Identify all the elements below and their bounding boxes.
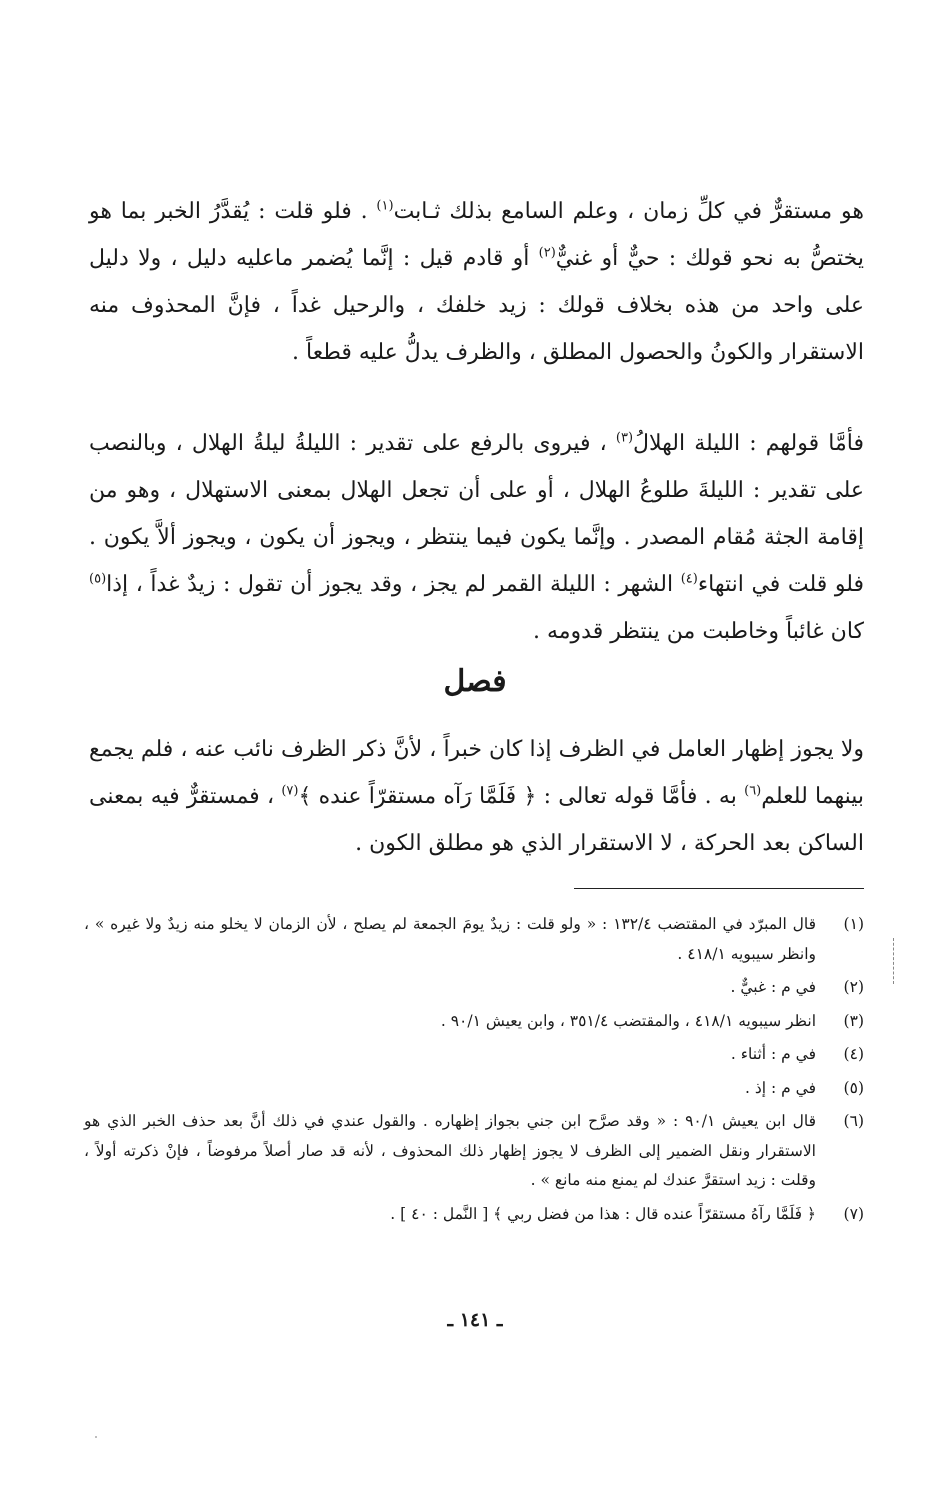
- footnote-ref-7: (٧): [281, 783, 299, 799]
- footnote-number: (٣): [843, 1011, 864, 1030]
- body-paragraph-2: [89, 420, 864, 655]
- footnote-ref-2: (٢): [538, 245, 556, 261]
- margin-mark: [893, 938, 894, 984]
- footnote-number: (٢): [843, 978, 864, 996]
- footnote-ref-1: (١): [376, 198, 394, 214]
- footnote-text: في م : غبيٌّ .: [730, 978, 816, 996]
- footnote-ref-5: (٥): [89, 571, 107, 587]
- footnote-item: [84, 910, 864, 969]
- paragraph-3-text-b: به . فأمَّا قوله تعالى : ﴿ فَلَمَّا رَآه مستقرّاً عنده ﴾: [298, 784, 745, 809]
- body-paragraph-3: [89, 726, 864, 867]
- paragraph-3-text-a: ولا يجوز إظهار العامل في الظرف إذا كان خبراً ، لأنَّ ذكر الظرف نائب عنه ، فلم يجمع بينهما للعلم: [89, 737, 865, 809]
- footnote-separator: [574, 888, 864, 889]
- footnote-number: (٤): [843, 1045, 864, 1063]
- paragraph-2-text-a: فأمَّا قولهم : الليلة الهلالُ: [633, 431, 865, 456]
- footnote-ref-4: (٤): [680, 571, 698, 587]
- body-paragraph-1: [89, 188, 864, 376]
- paragraph-1-text-a: هو مستقرٌّ في كلِّ زمان ، وعلم السامع بذلك ثـابت: [393, 199, 864, 224]
- footnote-number: (٥): [843, 1078, 864, 1097]
- scan-speck: [95, 1436, 97, 1438]
- footnote-text: قال المبرّد في المقتضب ١٣٢/٤ : « ولو قلت : زيدٌ يومَ الجمعة لم يصلح ، لأن الزمان لا يخلو منه زيدٌ ولا غيره » ، وانظر سيبويه ٤١٨/١ .: [84, 915, 816, 963]
- footnote-text: ﴿ فَلَمَّا رآهُ مستقرّاً عنده قال : هذا من فضل ربي ﴾ [ النَّمل : ٤٠ ] .: [390, 1204, 816, 1223]
- footnote-number: (٦): [843, 1112, 864, 1130]
- footnote-ref-6: (٦): [744, 783, 762, 799]
- paragraph-2-text-d: كان غائباً وخاطبت من ينتظر قدومه .: [532, 619, 864, 644]
- footnote-text: انظر سيبويه ٤١٨/١ ، والمقتضب ٣٥١/٤ ، وابن يعيش ٩٠/١ .: [440, 1011, 816, 1030]
- footnote-item: [84, 1007, 864, 1037]
- footnote-ref-3: (٣): [615, 430, 634, 446]
- footnote-item: [84, 1040, 864, 1070]
- footnote-number: (١): [843, 915, 864, 933]
- paragraph-2-text-c: الشهر : الليلة القمر لم يجز ، وقد يجوز أن تقول : زيدٌ غداً ، إذا: [106, 572, 681, 597]
- section-heading: فصل: [443, 664, 507, 699]
- paragraph-1-text-c: أو قادم قيل : إنَّما يُضمر ماعليه دليل ، ولا دليل على واحد من هذه بخلاف قولك : زيد خلفك ، والرحيل غداً ، فإنَّ المحذوف منه الاستقرار والكونُ والحصول المطلق ، والظرف يدلُّ عليه قطعاً .: [89, 246, 864, 365]
- footnote-text: في م : إذ .: [745, 1078, 816, 1097]
- paragraph-2-text-b: ، فيروى بالرفع على تقدير : الليلةُ ليلةُ الهلال ، وبالنصب على تقدير : الليلةَ طلوعُ الهلال ، أو على أن تجعل الهلال بمعنى الاستهلال ، وهو من إقامة الجثة مُقام المصدر . وإنَّما يكون فيما ينتظر ، ويجوز أن يكون ، ويجوز ألاَّ يكون . فلو قلت في انتهاء: [89, 431, 865, 597]
- footnote-item: [84, 973, 864, 1003]
- footnote-item: [84, 1200, 864, 1230]
- footnote-number: (٧): [843, 1204, 864, 1223]
- footnote-item: [84, 1074, 864, 1104]
- page-number: ـ ١٤١ ـ: [447, 1309, 503, 1331]
- footnote-item: [84, 1107, 864, 1196]
- footnotes-list: [84, 910, 864, 1233]
- paragraph-3-text-c: ، فمستقرٌّ فيه بمعنى الساكن بعد الحركة ، لا الاستقرار الذي هو مطلق الكون .: [89, 784, 864, 856]
- footnote-text: في م : أثناء .: [730, 1045, 816, 1063]
- paragraph-1-text-b: . فلو قلت : يُقدَّرُ الخبر بما هو يختصُّ به نحو قولك : حيٌّ أو غنيٌّ: [89, 199, 864, 271]
- footnote-text: قال ابن يعيش ٩٠/١ : « وقد صرَّح ابن جني بجواز إظهاره . والقول عندي في ذلك أنَّ بعد حذف الخبر الذي هو الاستقرار ونقل الضمير إلى الظرف لا يجوز إظهار ذلك المحذوف ، لأنه قد صار أصلاً مرفوضاً ، فإنْ ذكرته أولاً ، وقلت : زيد استقرَّ عندك لم يمنع منه مانع » .: [84, 1112, 816, 1189]
